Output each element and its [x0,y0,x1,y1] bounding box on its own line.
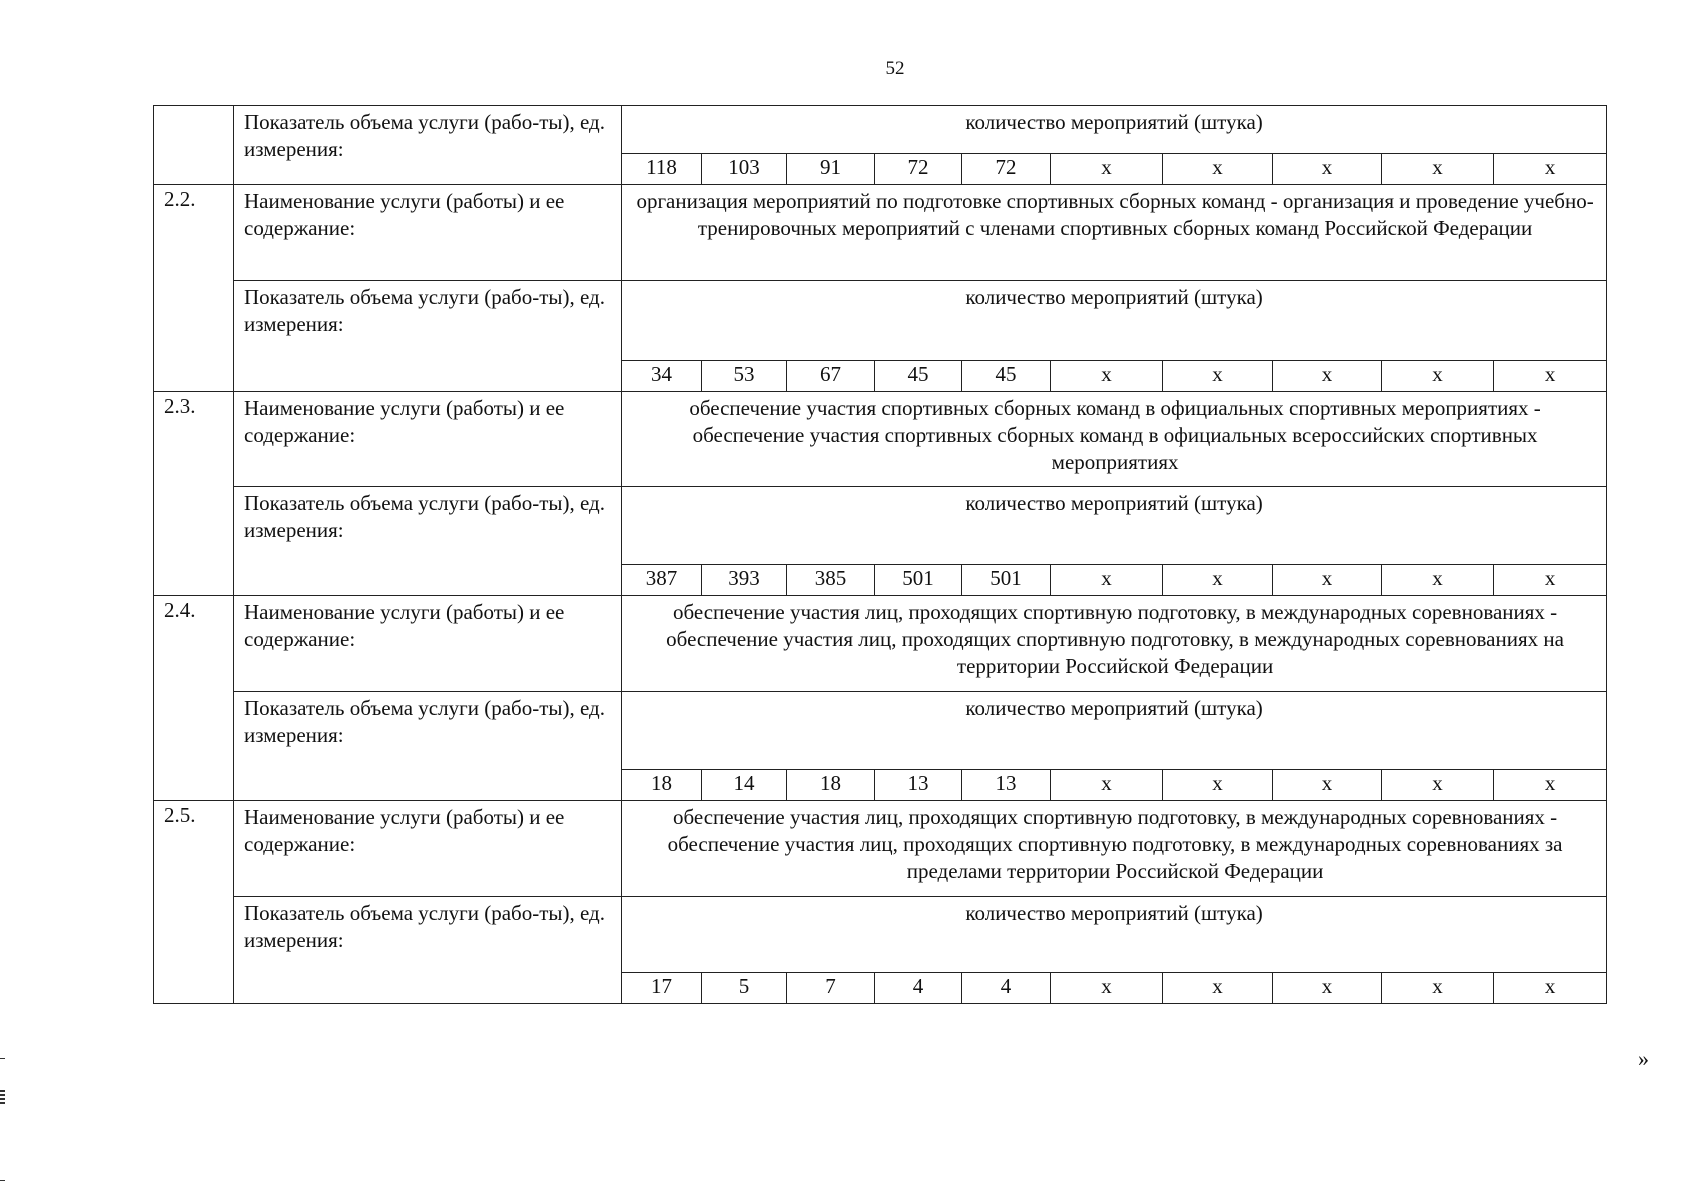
value-cell: х [1382,154,1494,185]
value-cell: х [1051,770,1163,801]
unit-label: количество мероприятий (штука) [622,106,1607,154]
page-number: 52 [885,58,905,79]
service-description: обеспечение участия лиц, проходящих спортивную подготовку, в международных соревнованиях - обеспечение участия лиц, проходящих спортивную подготовку, в международных соревнованиях за пределами территории Российской Федерации [622,801,1607,897]
value-cell: х [1494,361,1607,392]
value-cell: 14 [702,770,787,801]
unit-row [154,106,1607,154]
value-cell: х [1273,361,1382,392]
value-cell: 91 [787,154,875,185]
value-cell: х [1273,565,1382,596]
indicator-label: Показатель объема услуги (рабо-ты), ед. измерения: [234,897,622,1004]
value-cell: х [1163,361,1273,392]
value-cell: 34 [622,361,702,392]
value-cell: х [1051,973,1163,1004]
value-cell: 393 [702,565,787,596]
section-number-cell [154,106,234,185]
indicator-label: Показатель объема услуги (рабо-ты), ед. измерения: [234,692,622,801]
value-cell: х [1494,973,1607,1004]
value-cell: 103 [702,154,787,185]
service-name-label: Наименование услуги (работы) и ее содержание: [234,185,622,281]
unit-row [154,692,1607,770]
value-cell: 53 [702,361,787,392]
value-cell: 5 [702,973,787,1004]
unit-row [154,281,1607,361]
indicator-label: Показатель объема услуги (рабо-ты), ед. измерения: [234,106,622,185]
value-cell: 7 [787,973,875,1004]
value-cell: 385 [787,565,875,596]
value-cell: х [1382,973,1494,1004]
value-cell: 67 [787,361,875,392]
service-description: обеспечение участия спортивных сборных команд в официальных спортивных мероприятиях - обеспечение участия спортивных сборных команд в официальных всероссийских спортивных мероприятиях [622,392,1607,487]
value-cell: 18 [787,770,875,801]
value-cell: х [1273,973,1382,1004]
closing-quote: » [1638,1046,1649,1071]
value-cell: х [1382,770,1494,801]
value-cell: 13 [875,770,962,801]
indicator-label: Показатель объема услуги (рабо-ты), ед. измерения: [234,281,622,392]
value-cell: х [1382,565,1494,596]
value-cell: х [1163,565,1273,596]
section-number: 2.2. [154,185,234,392]
service-description: организация мероприятий по подготовке спортивных сборных команд - организация и проведение учебно-тренировочных мероприятий с членами спортивных сборных команд Российской Федерации [622,185,1607,281]
value-cell: х [1163,154,1273,185]
section-number: 2.5. [154,801,234,1004]
value-cell: х [1382,361,1494,392]
value-cell: 45 [875,361,962,392]
unit-label: количество мероприятий (штука) [622,897,1607,973]
value-cell: 72 [962,154,1051,185]
margin-mark [0,1180,5,1181]
margin-mark [0,1090,5,1106]
value-cell: 501 [962,565,1051,596]
unit-label: количество мероприятий (штука) [622,692,1607,770]
services-table [153,105,1607,1004]
value-cell: х [1163,770,1273,801]
value-cell: х [1494,770,1607,801]
value-cell: 17 [622,973,702,1004]
value-cell: х [1273,770,1382,801]
unit-row [154,897,1607,973]
value-cell: х [1051,565,1163,596]
unit-row [154,487,1607,565]
value-cell: 4 [875,973,962,1004]
value-cell: х [1051,154,1163,185]
service-name-row [154,392,1607,487]
value-cell: 387 [622,565,702,596]
value-cell: 4 [962,973,1051,1004]
value-cell: х [1051,361,1163,392]
value-cell: 118 [622,154,702,185]
service-name-label: Наименование услуги (работы) и ее содержание: [234,596,622,692]
service-description: обеспечение участия лиц, проходящих спортивную подготовку, в международных соревнованиях - обеспечение участия лиц, проходящих спортивную подготовку, в международных соревнованиях на территории Российской Федерации [622,596,1607,692]
value-cell: х [1163,973,1273,1004]
value-cell: 45 [962,361,1051,392]
service-name-label: Наименование услуги (работы) и ее содержание: [234,801,622,897]
section-number: 2.3. [154,392,234,596]
value-cell: х [1494,565,1607,596]
indicator-label: Показатель объема услуги (рабо-ты), ед. измерения: [234,487,622,596]
unit-label: количество мероприятий (штука) [622,281,1607,361]
value-cell: 501 [875,565,962,596]
value-cell: х [1494,154,1607,185]
value-cell: х [1273,154,1382,185]
service-name-row [154,596,1607,692]
service-name-label: Наименование услуги (работы) и ее содержание: [234,392,622,487]
value-cell: 13 [962,770,1051,801]
margin-mark [0,1058,5,1059]
service-name-row [154,801,1607,897]
unit-label: количество мероприятий (штука) [622,487,1607,565]
section-number: 2.4. [154,596,234,801]
service-name-row [154,185,1607,281]
value-cell: 72 [875,154,962,185]
value-cell: 18 [622,770,702,801]
